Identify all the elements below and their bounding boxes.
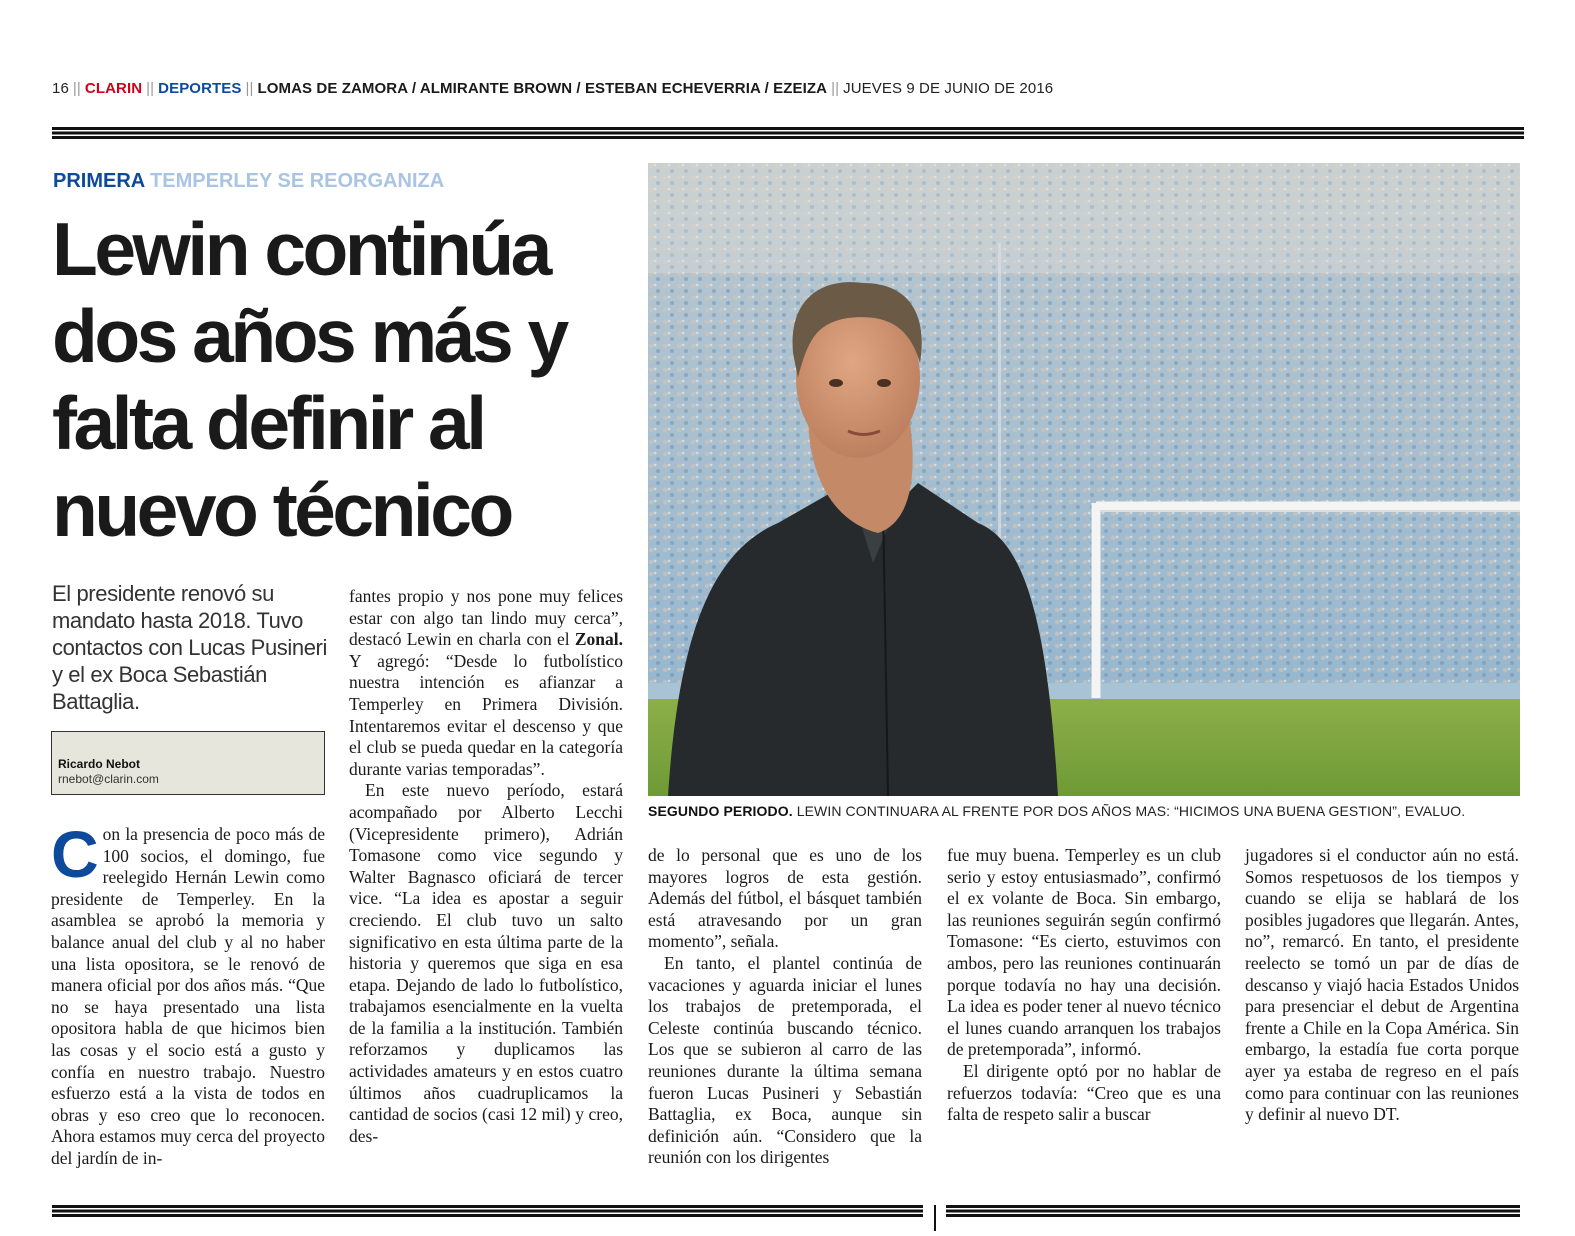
body-paragraph: jugadores si el conductor aún no está. Somos respetuosos de los tiempos y cuando se elija se hablará de los posibles jugadores que llegarán. Antes, no”, remarcó. En tanto, el presidente reelecto se tomó un par de días de descanso y viajó hacia Estados Unidos para presenciar el debut de Argentina frente a Chile en la Copa América. Sin embargo, la estadía fue corta porque ayer ya estaba de regreso en el país como para continuar con las reuniones y definir al nuevo DT. — [1245, 845, 1519, 1125]
header-rule — [52, 127, 1524, 139]
photo-image — [648, 163, 1520, 796]
body-paragraph — [51, 817, 325, 1170]
footer-divider — [934, 1205, 936, 1231]
body-column-1 — [51, 817, 325, 1170]
issue-date: JUEVES 9 DE JUNIO DE 2016 — [843, 80, 1054, 97]
kicker-section: PRIMERA — [53, 170, 145, 192]
body-column-4 — [947, 845, 1221, 1126]
body-paragraph: El dirigente optó por no hablar de refuerzos todavía: “Creo que es una falta de respeto salir a buscar — [947, 1060, 1221, 1125]
author-email: rnebot@clarin.com — [58, 772, 159, 786]
footer-rule-left — [52, 1205, 923, 1217]
footer-rule-right — [946, 1205, 1520, 1217]
caption-text: LEWIN CONTINUARA AL FRENTE POR DOS AÑOS MAS: “HICIMOS UNA BUENA GESTION”, EVALUO. — [796, 803, 1466, 819]
separator: || — [245, 80, 254, 97]
photo-caption — [648, 803, 1528, 819]
separator: || — [72, 80, 81, 97]
caption-lead: SEGUNDO PERIODO. — [648, 803, 793, 819]
byline-box — [51, 731, 325, 795]
headline-line: nuevo técnico — [52, 468, 511, 552]
kicker-topic: TEMPERLEY SE REORGANIZA — [150, 170, 445, 192]
paragraph-text: on la presencia de poco más de 100 socios, el domingo, fue reelegido Hernán Lewin como presidente de Temperley. En la asamblea se aprobó la memoria y balance anual del club y al no haber una lista opositora, se le renovó de manera oficial por dos años más. “Que no se haya presentado una lista opositora habla de que hicimos bien las cosas y el socio está a gusto y confía en nuestro trabajo. Nuestro esfuerzo está a la vista de todos en obras y eso creo que lo reconocen. Ahora estamos muy cerca del proyecto del jardín de in- — [51, 824, 325, 1168]
body-paragraph: de lo personal que es uno de los mayores logros de esta gestión. Además del fútbol, el básquet también está atravesando por un gran momento”, señala. — [648, 845, 922, 952]
page-number: 16 — [52, 80, 69, 97]
paragraph-text: fantes propio y nos pone muy felices estar con algo tan lindo muy cerca”, destacó Lewin en charla con el — [349, 586, 623, 650]
drop-cap: C — [51, 817, 99, 891]
paragraph-text: Y agregó: “Desde lo futbolístico nuestra intención es afianzar a Temperley en Primera División. Intentaremos evitar el descenso y que el club se pueda quedar en la categoría durante varias temporadas”. — [349, 650, 623, 779]
body-column-2 — [349, 586, 623, 1147]
article-photo — [648, 163, 1520, 796]
separator: || — [146, 80, 155, 97]
zonal-name: Zonal. — [574, 629, 623, 650]
article-deck: El presidente renovó su mandato hasta 2018. Tuvo contactos con Lucas Pusineri y el ex Boca Sebastián Battaglia. — [52, 581, 327, 714]
paper-name: CLARIN — [84, 80, 143, 97]
headline-line: dos años más y — [52, 294, 566, 378]
headline — [52, 206, 612, 554]
headline-line: Lewin continúa — [52, 207, 549, 291]
body-paragraph: En este nuevo período, estará acompañado por Alberto Lecchi (Vicepresidente primero), Adrián Tomasone como vice segundo y Walter Bagnasco oficiará de tercer vice. “La idea es apostar a seguir creciendo. El club tuvo un salto significativo en esta última parte de la historia y queremos que siga en esa etapa. Dejando de lado lo futbolístico, trabajamos esencialmente en la vuelta de la familia a la institución. También reforzamos y duplicamos las actividades amateurs y en estos cuatro últimos años cuadruplicamos la cantidad de socios (casi 12 mil) y creo, des- — [349, 780, 623, 1146]
separator: || — [831, 80, 840, 97]
kicker — [53, 170, 444, 193]
author-name: Ricardo Nebot — [58, 757, 141, 771]
body-column-3 — [648, 845, 922, 1169]
body-column-5 — [1245, 845, 1519, 1126]
body-paragraph: fue muy buena. Temperley es un club serio y estoy entusiasmado”, confirmó el ex volante de Boca. Sin embargo, las reuniones seguirán según confirmó Tomasone: “Es cierto, estuvimos con ambos, pero las reuniones continuarán porque todavía no hay una decisión. La idea es poder tener al nuevo técnico el lunes cuando arranquen los trabajos de pretemporada”, informó. — [947, 845, 1221, 1060]
body-paragraph — [349, 586, 623, 780]
body-paragraph: En tanto, el plantel continúa de vacaciones y aguarda iniciar el lunes los trabajos de pretemporada, el Celeste continúa buscando técnico. Los que se subieron al carro de las reuniones durante la última semana fueron Lucas Pusineri y Sebastián Battaglia, ex Boca, aunque sin definición aún. “Considero que la reunión con los dirigentes — [648, 952, 922, 1168]
section-name: DEPORTES — [158, 80, 242, 97]
zone-name: LOMAS DE ZAMORA / ALMIRANTE BROWN / ESTEBAN ECHEVERRIA / EZEIZA — [257, 80, 828, 97]
headline-line: falta definir al — [52, 381, 484, 465]
page-folio — [52, 80, 1053, 97]
